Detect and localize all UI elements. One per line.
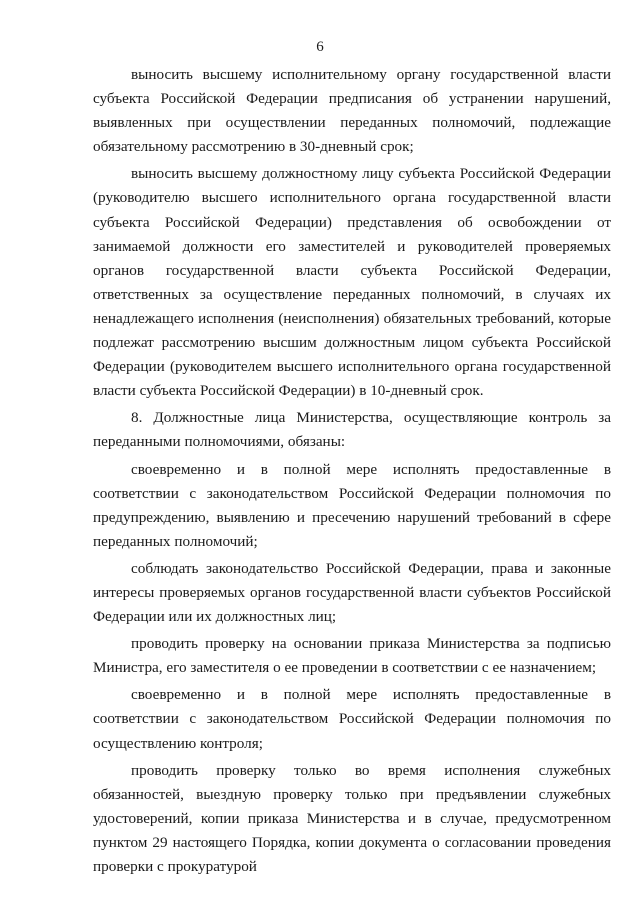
paragraph-prescriptions: выносить высшему исполнительному органу государственной власти субъекта Российской Федерации предписания об устранении нарушений, выявленных при осуществлении переданных полномочий, подлежащие обязательному рассмотрению в 30-дневный срок; <box>93 66 611 156</box>
paragraph-control-powers: своевременно и в полной мере исполнять предоставленные в соответствии с законодательством Российской Федерации полномочия по осуществлению контроля; <box>93 686 611 752</box>
document-body <box>93 63 611 879</box>
paragraph-exercise-powers: своевременно и в полной мере исполнять предоставленные в соответствии с законодательством Российской Федерации полномочия по предупреждению, выявлению и пресечению нарушений требований в сфере переданных полномочий; <box>93 460 611 550</box>
paragraph-inspection-order: проводить проверку на основании приказа Министерства за подписью Министра, его заместителя о ее проведении в соответствии с ее назначением; <box>93 635 611 677</box>
paragraph-observe-legislation: соблюдать законодательство Российской Федерации, права и законные интересы проверяемых органов государственной власти субъектов Российской Федерации или их должностных лиц; <box>93 559 611 626</box>
paragraph-dismissal-representations: выносить высшему должностному лицу субъекта Российской Федерации (руководителю высшего исполнительного органа государственной власти субъекта Российской Федерации) представления об освобождении от занимаемой должности его заместителей и руководителей проверяемых органов государственной власти субъекта Российской Федерации, ответственных за осуществление переданных полномочий, в случаях их ненадлежащего исполнения (неисполнения) обязательных требований, которые подлежат рассмотрению высшим должностным лицом субъекта Российской Федерации (руководителем высшего исполнительного органа государственной власти субъекта Российской Федерации) в 10-дневный срок. <box>93 165 611 400</box>
paragraph-inspection-conditions: проводить проверку только во время исполнения служебных обязанностей, выездную проверку только при предъявлении служебных удостоверений, копии приказа Министерства и в случае, предусмотренном пунктом 29 настоящего Порядка, копии документа о согласовании проведения проверки с прокуратурой <box>93 761 611 875</box>
paragraph-officials-obligations: 8. Должностные лица Министерства, осуществляющие контроль за переданными полномочиями, обязаны: <box>93 409 611 451</box>
page-number: 6 <box>316 39 324 55</box>
